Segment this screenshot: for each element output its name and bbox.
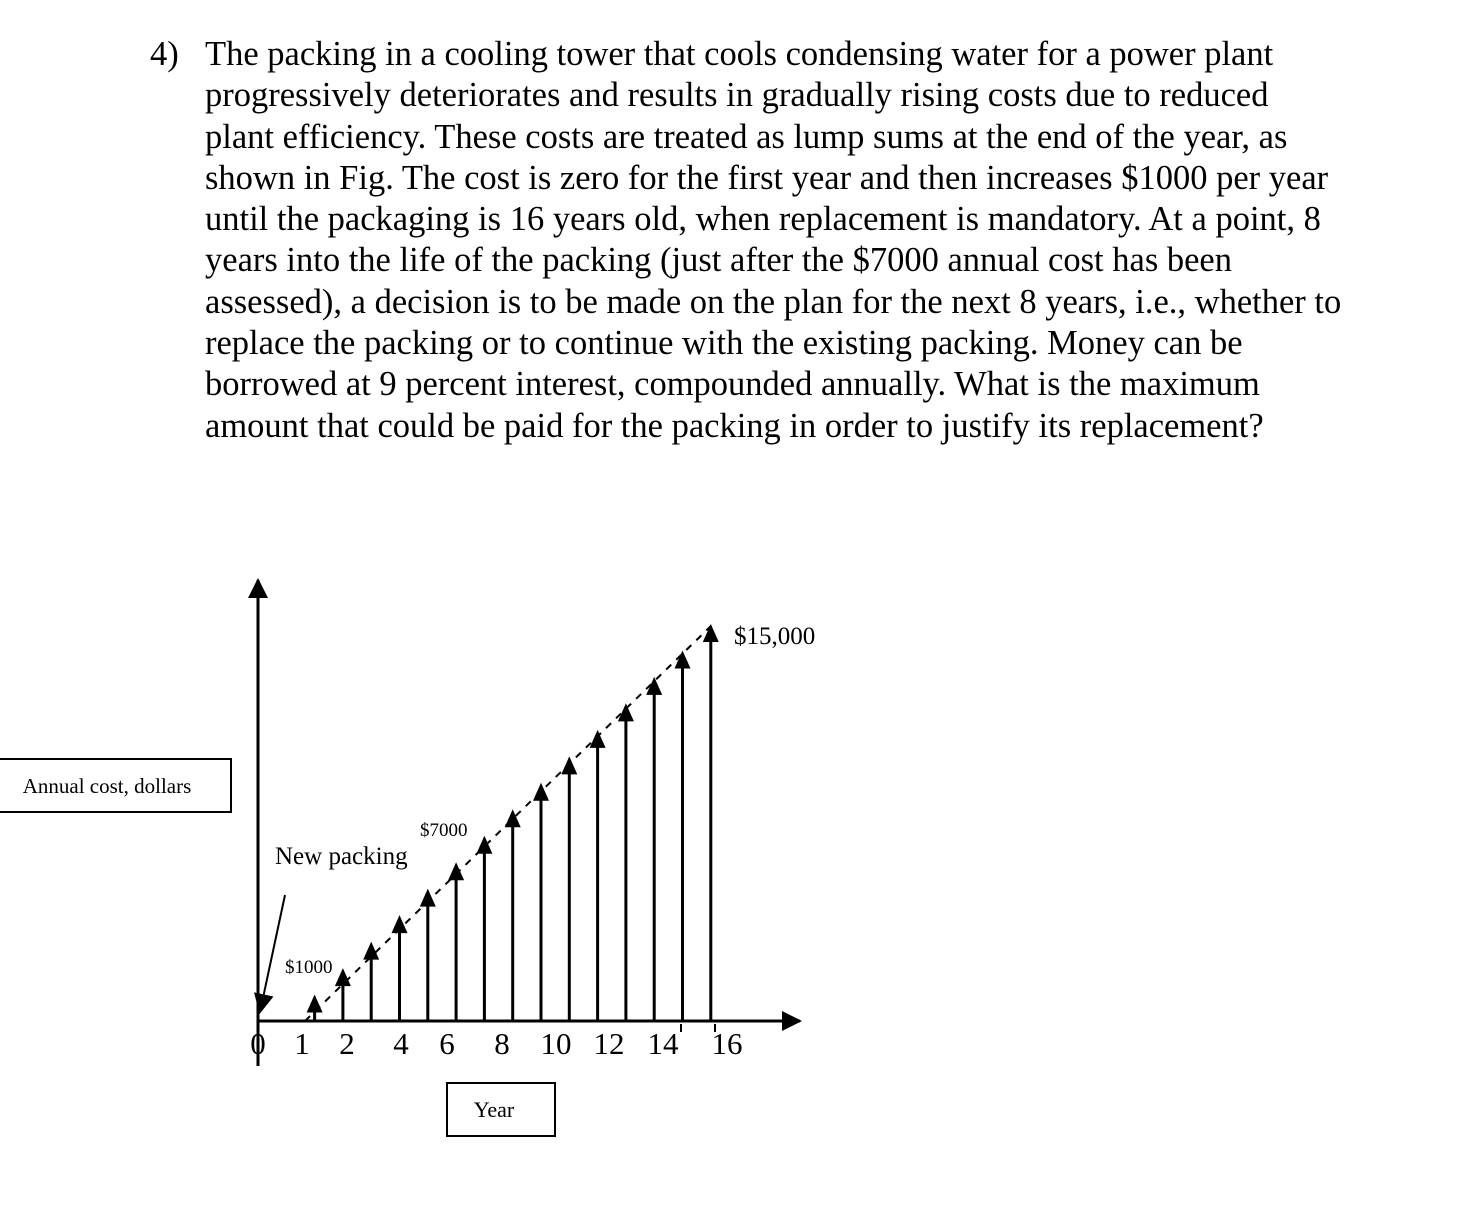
x-tick-label: 6 [439,1026,455,1061]
cost-arrow [646,677,662,1021]
cost-arrow [703,624,719,1021]
problem-line: shown in Fig. The cost is zero for the first year and then increases $1000 per year [205,158,1329,197]
cost-arrow [561,756,577,1021]
cost-arrow [392,915,408,1021]
cost-arrow [363,942,379,1021]
problem-line: years into the life of the packing (just after the $7000 annual cost has been [205,241,1232,280]
cost-arrow-head [561,756,577,774]
cost-arrow [675,650,691,1021]
cost-arrow-head [420,889,436,907]
cost-arrow-head [505,809,521,827]
x-tick-label: 14 [647,1026,679,1061]
x-tick-label: 12 [593,1026,625,1061]
cost-arrow [590,730,606,1021]
cost-arrow-head [590,730,606,748]
cost-arrow [448,862,464,1021]
new-packing-label: New packing [275,843,408,870]
problem-line: borrowed at 9 percent interest, compounded annually. What is the maximum [205,365,1260,404]
cost-arrow-head [476,836,492,854]
cost-arrow [533,783,549,1021]
cost-arrow-head [448,862,464,880]
cost-label-7000: $7000 [420,820,468,841]
x-tick-label: 16 [711,1026,743,1061]
cost-arrow [618,703,634,1021]
cost-arrows [307,624,719,1021]
problem-line: plant efficiency. These costs are treated as lump sums at the end of the year, as [205,117,1288,156]
problem-line: until the packaging is 16 years old, when replacement is mandatory. At a point, 8 [205,200,1321,239]
cost-arrow-head [618,703,634,721]
x-tick-label: 1 [294,1026,310,1061]
problem-line: assessed), a decision is to be made on the plan for the next 8 years, i.e., whether to [205,282,1342,321]
x-tick-label: 10 [540,1026,572,1061]
cost-arrow [420,889,436,1021]
cost-arrow-head [703,624,719,642]
x-tick-label: 2 [339,1026,355,1061]
problem-line: amount that could be paid for the packing in order to justify its replacement? [205,406,1264,445]
problem-line: The packing in a cooling tower that cools condensing water for a power plant [205,35,1274,73]
x-axis-label: Year [473,1097,515,1122]
x-tick-label: 4 [393,1026,409,1061]
cost-arrow-head [392,915,408,933]
cost-arrow [335,968,351,1021]
x-tick-label: 8 [494,1026,510,1061]
problem-line: replace the packing or to continue with the existing packing. Money can be [205,324,1243,363]
cost-arrow [476,836,492,1021]
cost-label-15000: $15,000 [734,623,816,650]
new-packing-pointer [260,895,285,1012]
cost-arrow-head [335,968,351,986]
x-tick-labels [250,1026,742,1061]
cost-arrow [505,809,521,1021]
problem-number: 4) [150,35,179,73]
problem-line: progressively deteriorates and results in gradually rising costs due to reduced [205,76,1269,115]
y-axis-label: Annual cost, dollars [22,774,192,798]
cost-arrow-head [307,995,323,1013]
cost-label-1000: $1000 [285,957,333,978]
x-tick-label: 0 [250,1026,266,1061]
